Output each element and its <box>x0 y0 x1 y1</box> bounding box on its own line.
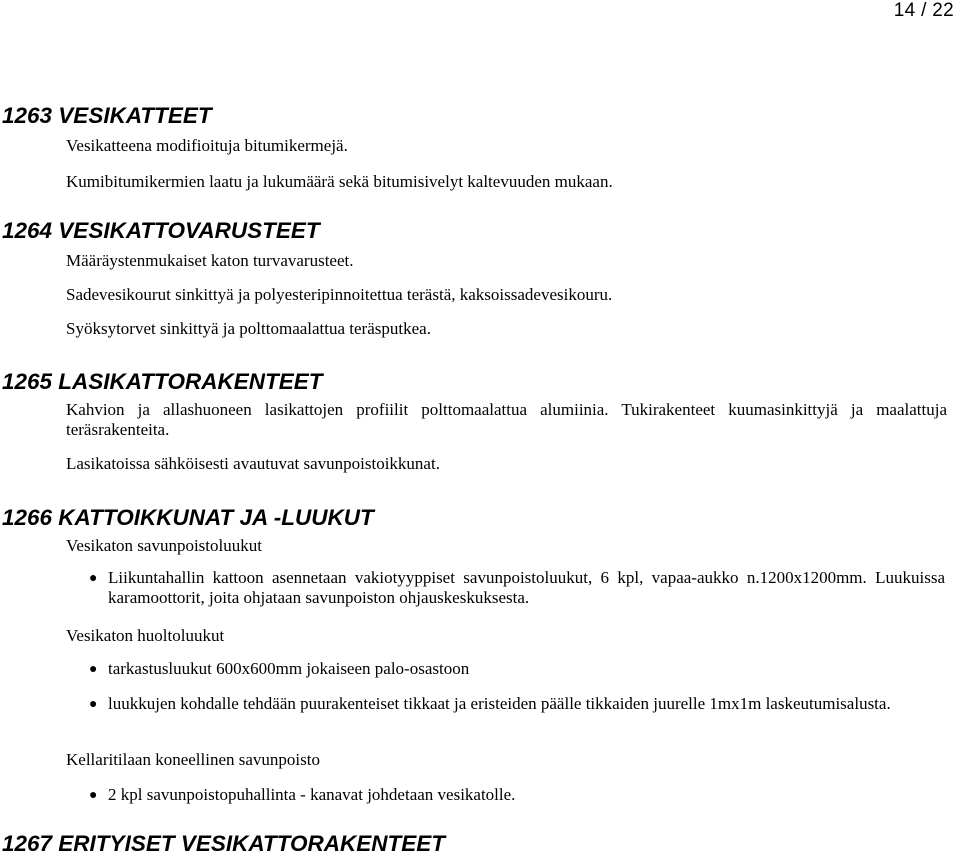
list-item <box>89 694 945 714</box>
list-item <box>89 659 945 679</box>
list-item-text: tarkastusluukut 600x600mm jokaiseen palo-osastoon <box>108 659 470 678</box>
list-item-text: 2 kpl savunpoistopuhallinta - kanavat johdetaan vesikatolle. <box>108 785 516 804</box>
section-heading-1263: 1263 VESIKATTEET <box>2 103 212 128</box>
section-1265-paragraph: Lasikatoissa sähköisesti avautuvat savunpoistoikkunat. <box>66 454 440 473</box>
section-1265-paragraph: Kahvion ja allashuoneen lasikattojen profiilit polttomaalattua alumiinia. Tukirakenteet kuumasinkittyjä ja maalattuja teräsrakenteita. <box>66 400 947 439</box>
list-item <box>89 568 945 608</box>
section-1264-paragraph: Sadevesikourut sinkittyä ja polyesteripinnoitettua terästä, kaksoissadevesikouru. <box>66 285 613 304</box>
bullet-icon: ● <box>89 697 98 712</box>
bullet-icon: ● <box>89 571 98 586</box>
bullet-icon: ● <box>89 788 98 803</box>
section-heading-1265: 1265 LASIKATTORAKENTEET <box>2 369 323 394</box>
section-1264-paragraph: Syöksytorvet sinkittyä ja polttomaalattua teräsputkea. <box>66 319 431 338</box>
bullet-icon: ● <box>89 662 98 677</box>
section-heading-1266: 1266 KATTOIKKUNAT JA -LUUKUT <box>2 505 374 530</box>
subsection-title: Vesikaton huoltoluukut <box>66 626 225 645</box>
page-number: 14 / 22 <box>893 0 954 21</box>
section-heading-1267: 1267 ERITYISET VESIKATTORAKENTEET <box>2 831 446 856</box>
section-heading-1264: 1264 VESIKATTOVARUSTEET <box>2 218 320 243</box>
list-item-text: luukkujen kohdalle tehdään puurakenteiset tikkaat ja eristeiden päälle tikkaiden juurelle 1mx1m laskeutumisalusta. <box>108 694 891 713</box>
section-1264-paragraph: Määräystenmukaiset katon turvavarusteet. <box>66 251 354 270</box>
subsection-title: Vesikaton savunpoistoluukut <box>66 536 262 555</box>
list-item <box>89 785 945 805</box>
list-item-text: Liikuntahallin kattoon asennetaan vakiotyyppiset savunpoistoluukut, 6 kpl, vapaa-aukko n.1200x1200mm. Luukuissa karamoottorit, joita ohjataan savunpoiston ohjauskeskuksesta. <box>108 568 945 607</box>
subsection-title: Kellaritilaan koneellinen savunpoisto <box>66 750 320 769</box>
section-1263-paragraph: Vesikatteena modifioituja bitumikermejä. <box>66 136 348 155</box>
section-1263-paragraph: Kumibitumikermien laatu ja lukumäärä sekä bitumisivelyt kaltevuuden mukaan. <box>66 172 613 191</box>
